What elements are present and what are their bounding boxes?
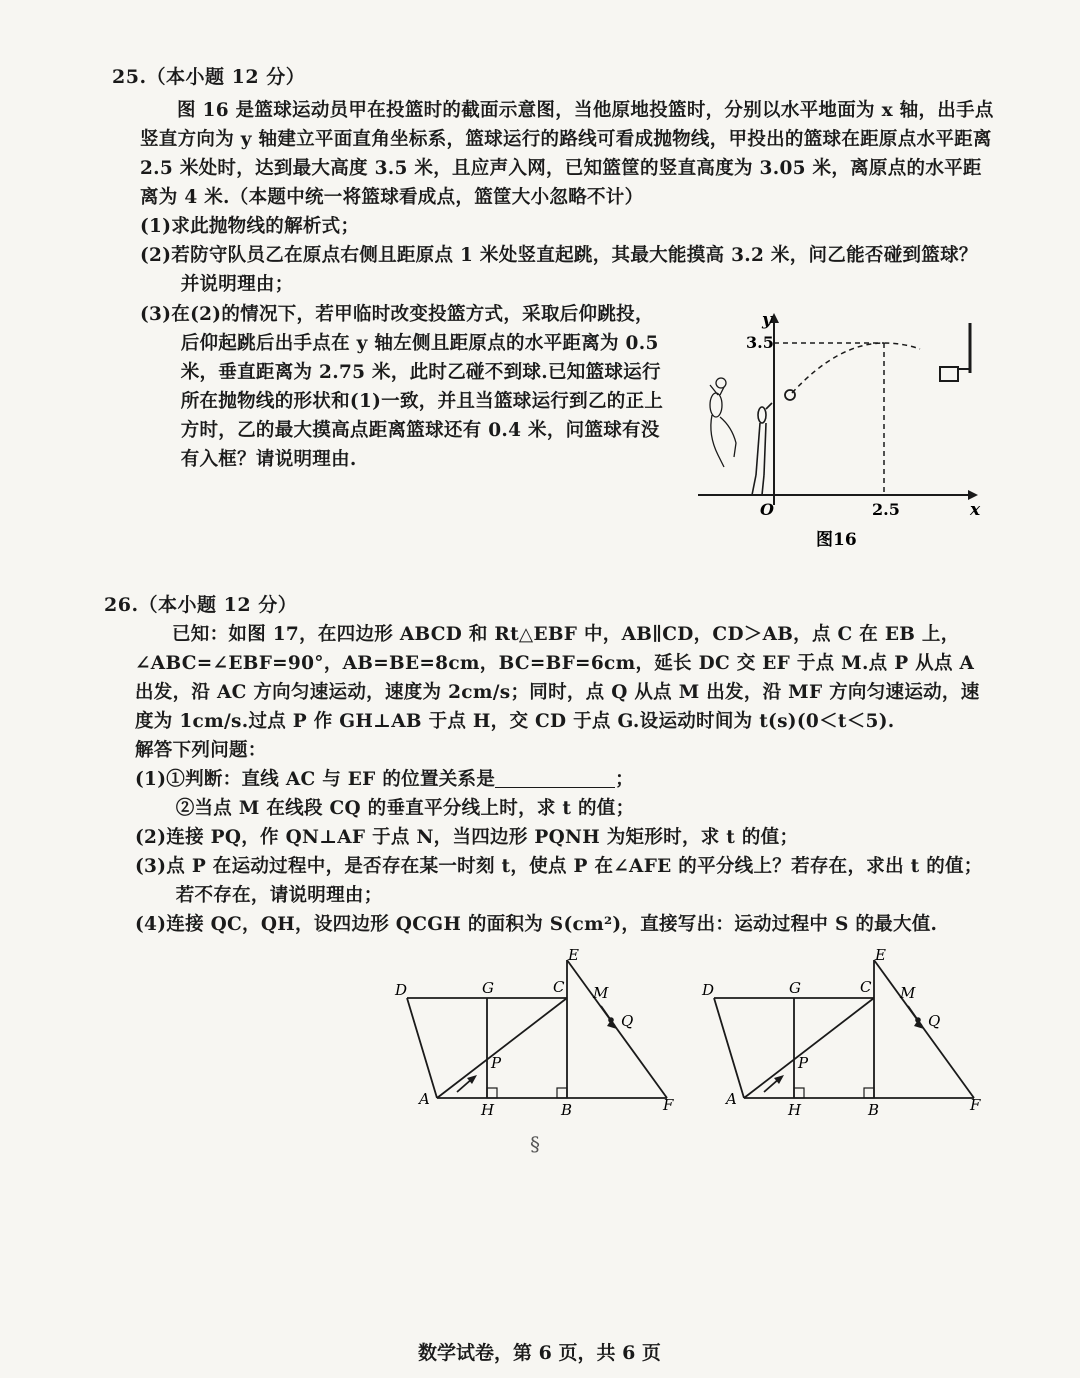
q25-intro-block	[140, 96, 995, 299]
basketball-icon	[785, 390, 795, 400]
x-tick-label: 2.5	[872, 500, 900, 519]
label-C: C	[553, 978, 565, 996]
q25-part3: (3)在(2)的情况下，若甲临时改变投篮方式，采取后仰跳投，后仰起跳后出手点在 y 轴左侧且距原点的水平距离为 0.5 米，垂直距离为 2.75 米，此时乙碰不到球.已知篮球运行所在抛物线的形状和(1)一致，并且当篮球运行到乙的正上方时，乙的最大摸高点距离篮球还有 0.4 米，问篮球有没有入框？请说明理由.	[140, 304, 664, 470]
q26-part1b: ②当点 M 在线段 CQ 的垂直平分线上时，求 t 的值；	[175, 798, 635, 819]
q26-part3: (3)点 P 在运动过程中，是否存在某一时刻 t，使点 P 在∠AFE 的平分线上？若存在，求出 t 的值；若不存在，请说明理由；	[135, 856, 983, 906]
q26-intro: 已知：如图 17，在四边形 ABCD 和 Rt△EBF 中，AB∥CD，CD＞AB，点 C 在 EB 上，∠ABC=∠EBF=90°，AB=BE=8cm，BC=BF=6cm，延长 DC 交 EF 于点 M.点 P 从点 A 出发，沿 AC 方向匀速运动，速度为 2cm/s；同时，点 Q 从点 M 出发，沿 MF 方向匀速运动，速度为 1cm/s.过点 P 作 GH⊥AB 于点 H，交 CD 于点 G.设运动时间为 t(s)(0＜t＜5).	[135, 624, 980, 732]
q25-heading: 25.（本小题 12 分）	[112, 66, 306, 88]
q26-answer-prompt: 解答下列问题：	[135, 740, 267, 761]
defender-figure-icon	[710, 378, 736, 467]
label-P: P	[798, 1054, 809, 1072]
y-tick-label: 3.5	[746, 333, 774, 352]
label-G: G	[482, 979, 494, 997]
label-B: B	[868, 1101, 880, 1119]
label-G: G	[789, 979, 801, 997]
label-H: H	[481, 1101, 495, 1119]
label-F: F	[663, 1096, 674, 1114]
q26-block	[135, 620, 990, 939]
q26-heading: 26.（本小题 12 分）	[104, 594, 298, 616]
stray-mark: §	[530, 1132, 540, 1156]
q25-part3-block	[140, 300, 668, 474]
label-A: A	[419, 1090, 430, 1108]
y-axis-label: y	[762, 310, 772, 330]
q26-part1a	[135, 765, 990, 794]
label-D: D	[702, 981, 715, 999]
origin-label: O	[760, 500, 774, 519]
q26-part2: (2)连接 PQ，作 QN⊥AF 于点 N，当四边形 PQNH 为矩形时，求 t 的值；	[135, 827, 799, 848]
shooter-figure-icon	[752, 403, 772, 495]
hoop-net-icon	[940, 367, 958, 381]
x-axis-arrow-icon	[968, 490, 978, 500]
label-H: H	[788, 1101, 802, 1119]
q25-part2: (2)若防守队员乙在原点右侧且距原点 1 米处竖直起跳，其最大能摸高 3.2 米，问乙能否碰到篮球？并说明理由；	[140, 245, 978, 295]
page-footer: 数学试卷，第 6 页，共 6 页	[418, 1342, 661, 1364]
ball-trajectory	[792, 343, 920, 393]
q26-part1a-text: (1)①判断：直线 AC 与 EF 的位置关系是	[135, 769, 496, 790]
label-E: E	[568, 946, 579, 964]
answer-blank[interactable]	[495, 767, 615, 788]
x-axis-label: x	[970, 500, 981, 520]
label-E: E	[875, 946, 886, 964]
label-A: A	[726, 1090, 737, 1108]
figure-17-right	[692, 940, 1007, 1120]
label-P: P	[491, 1054, 502, 1072]
q26-part4: (4)连接 QC，QH，设四边形 QCGH 的面积为 S(cm²)，直接写出：运动过程中 S 的最大值.	[135, 914, 938, 935]
label-C: C	[860, 978, 872, 996]
label-B: B	[561, 1101, 573, 1119]
q25-intro: 图 16 是篮球运动员甲在投篮时的截面示意图，当他原地投篮时，分别以水平地面为 x 轴，出手点竖直方向为 y 轴建立平面直角坐标系，篮球运行的路线可看成抛物线，甲投出的篮球在距原点水平距离 2.5 米处时，达到最大高度 3.5 米，且应声入网，已知篮筐的竖直高度为 3.05 米，离原点的水平距离为 4 米.（本题中统一将篮球看成点，篮筐大小忽略不计）	[140, 100, 994, 208]
label-D: D	[395, 981, 408, 999]
figure-17-left	[385, 940, 700, 1120]
label-M: M	[900, 984, 916, 1002]
label-F: F	[970, 1096, 981, 1114]
q25-part1: (1)求此抛物线的解析式；	[140, 216, 360, 237]
label-Q: Q	[621, 1012, 634, 1030]
label-M: M	[593, 984, 609, 1002]
label-Q: Q	[928, 1012, 941, 1030]
q26-part1a-end: ；	[615, 769, 634, 790]
figure-16-caption: 图16	[816, 530, 857, 550]
figure-16	[688, 305, 988, 555]
